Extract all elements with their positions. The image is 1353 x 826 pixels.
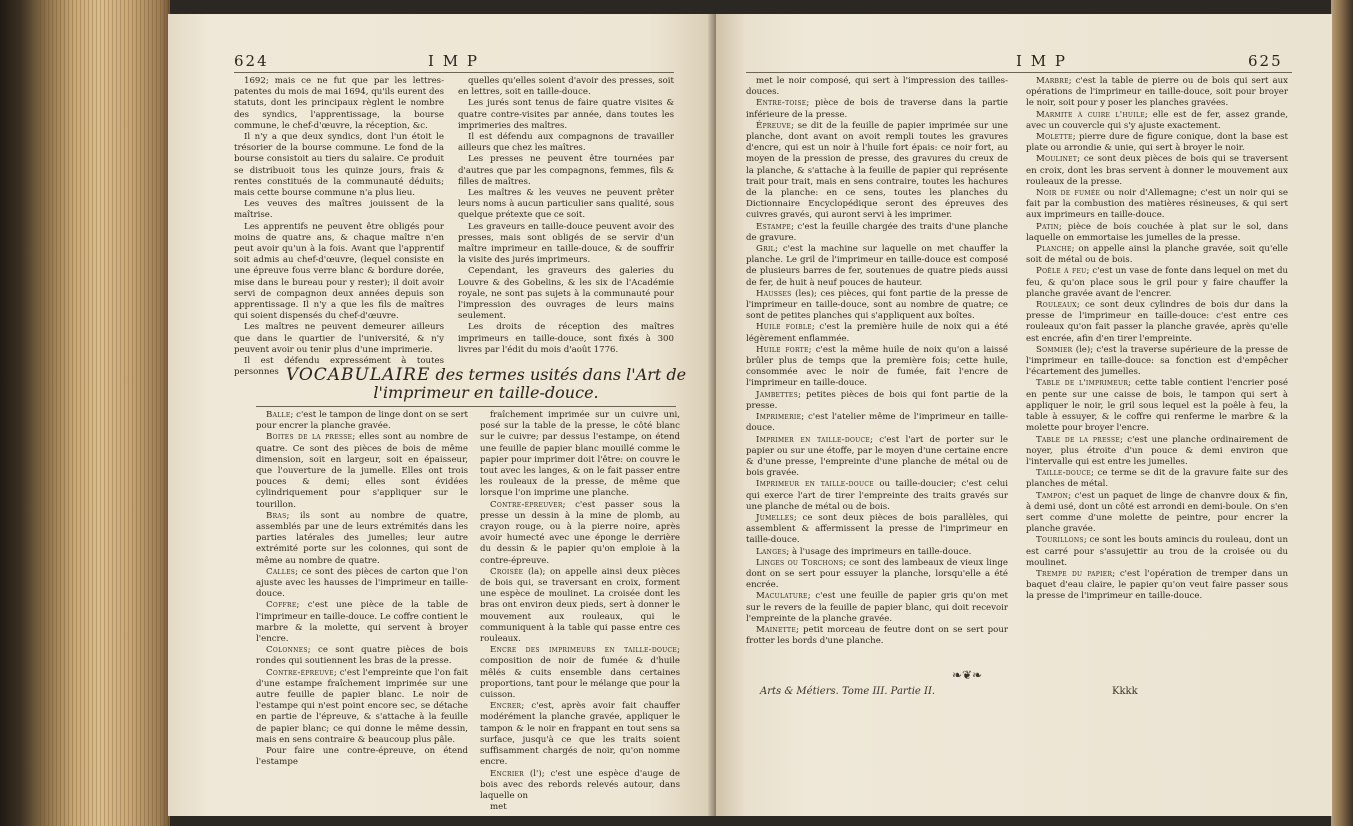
vocabulary-entry bbox=[1026, 435, 1288, 469]
entry-definition: ; ce sont les bouts amincis du rouleau, dont un est carré pour s'assujettir au trou de la croisée ou du moulinet. bbox=[1026, 535, 1288, 568]
entry-definition: ; c'est une pièce de la table de l'imprimeur en taille-douce. Le coffre contient le marbre & la molette, qui servent à broyer l'encre. bbox=[256, 600, 468, 645]
entry-headword: Tampon bbox=[1036, 490, 1069, 501]
entry-headword: Imprimeur en taille-douce bbox=[756, 479, 874, 490]
vocabulary-entry bbox=[746, 322, 1008, 344]
entry-definition: ; ce terme se dit de la gravure faite sur des planches de métal. bbox=[1026, 468, 1288, 490]
entry-definition: ; c'est la même huile de noix qu'on a laissé brûler plus de temps que la première fois; cette huile, consommée avec le noir de fumée, fait l'encre de l'imprimeur en taille-douce. bbox=[746, 344, 1008, 389]
entry-definition: ; elles sont au nombre de quatre. Ce sont des pièces de bois de même dimension, soit en largeur, soit en épaisseur, que l'ouverture de la jumelle. Elles ont trois pouces & demi; elles sont évidées cylindriquement pour s'appliquer sur le tourillon. bbox=[256, 432, 468, 510]
entry-headword: Hausses bbox=[756, 288, 792, 299]
entry-headword: Trempe du papier bbox=[1036, 568, 1113, 579]
paragraph: Il est défendu expressément à toutes personnes bbox=[234, 356, 444, 378]
entry-definition: ; c'est l'opération de tremper dans un baquet d'eau claire, le papier qu'on veut faire passer sous la presse de l'imprimeur en taille-douce. bbox=[1026, 568, 1288, 602]
entry-definition: ; ce sont deux cylindres de bois dur dans la presse de l'imprimeur en taille-douce: c'est entre ces rouleaux qu'on fait passer la planche gravée, après qu'elle est encrée, afin d'en tirer l'empreinte. bbox=[1026, 300, 1288, 344]
right-running-head: I M P bbox=[1016, 52, 1067, 70]
vocabulary-entry bbox=[1026, 188, 1288, 222]
entry-headword: Gril bbox=[756, 244, 775, 255]
vocabulary-entry bbox=[746, 289, 1008, 323]
vocabulary-entry bbox=[480, 701, 680, 768]
entry-definition: ; c'est une planche ordinairement de noyer, plus étroite d'un pouce & demi environ que l'intervalle qui est entre les jumelles. bbox=[1026, 434, 1288, 467]
vocabulary-entry bbox=[746, 625, 1008, 647]
entry-definition: ; c'est l'atelier même de l'imprimeur en taille-douce. bbox=[746, 412, 1008, 434]
entry-headword: Entre-toise bbox=[756, 98, 807, 109]
entry-headword: Imprimerie bbox=[756, 412, 802, 423]
vocabulary-entry bbox=[746, 479, 1008, 513]
entry-definition: ; ils sont au nombre de quatre, assemblés par une de leurs extrémités dans les parties latérales des jumelles; leur autre extrémité porte sur les colonnes, qui sont de même au nombre de quatre. bbox=[256, 510, 468, 566]
vocabulary-entry bbox=[1026, 535, 1288, 569]
vocabulary-entry bbox=[256, 600, 468, 645]
vocabulary-title bbox=[256, 366, 716, 402]
entry-headword: Maculature bbox=[756, 591, 808, 602]
entry-headword: Rouleaux bbox=[1036, 300, 1077, 311]
vocabulary-entry bbox=[746, 98, 1008, 120]
vocabulary-entry bbox=[746, 345, 1008, 390]
vocabulary-entry bbox=[480, 645, 680, 701]
entry-definition: ou noir d'Allemagne; c'est un noir qui se fait par la combustion des matières résineuses, & qui sert aux imprimeurs en taille-douce. bbox=[1026, 188, 1288, 221]
vocabulary-entry bbox=[1026, 378, 1288, 434]
vocabulary-entry bbox=[1026, 110, 1288, 132]
entry-headword: Jumelles bbox=[756, 512, 794, 523]
vocabulary-entry bbox=[256, 668, 468, 746]
entry-headword: Table de la presse bbox=[1036, 434, 1121, 445]
vocabulary-entry bbox=[1026, 132, 1288, 154]
vocabulary-entry bbox=[1026, 468, 1288, 490]
paragraph: Il n'y a que deux syndics, dont l'un étoit le trésorier de la bourse commune. Le fond de la bourse consistoit au tiers du salaire. Ce produit se distribuoit tous les quinze jours, frais & rentes constitués de la communauté déduits; mais cette bourse commune n'a plus lieu. bbox=[234, 132, 444, 199]
entry-headword: Linges ou Torchons bbox=[756, 557, 844, 568]
book-fore-edge bbox=[1331, 0, 1353, 826]
title-subtitle: des termes usités dans l'Art de l'imprimeur en taille-douce. bbox=[373, 365, 687, 402]
paragraph: Cependant, les graveurs des galeries du Louvre & des Gobelins, & les six de l'Académie royale, ne sont pas sujets à la communauté pour l'impression des ouvrages de leurs mains seulement. bbox=[458, 266, 674, 322]
vocabulary-entry bbox=[256, 511, 468, 567]
vocabulary-entry bbox=[746, 76, 1008, 98]
entry-headword: Encrier bbox=[490, 768, 524, 779]
entry-headword: Coffre bbox=[266, 600, 297, 611]
entry-definition: ; c'est la première huile de noix qui a été légèrement enflammée. bbox=[746, 322, 1009, 344]
entry-definition: ; c'est l'art de porter sur le papier ou sur une étoffe, par le moyen d'une certaine encre & d'une presse, l'empreinte d'une planche de métal ou de bois gravée. bbox=[746, 434, 1008, 479]
entry-definition: ; petites pièces de bois qui font partie de la presse. bbox=[746, 389, 1008, 411]
vocabulary-entry bbox=[746, 412, 1008, 434]
entry-headword: Jambettes bbox=[756, 389, 799, 400]
entry-headword: Marbre bbox=[1036, 76, 1069, 86]
paragraph: Les graveurs en taille-douce peuvent avoir des presses, mais sont obligés de se servir d'un maître imprimeur en taille-douce, & de souffrir la visite des jurés imprimeurs. bbox=[458, 221, 674, 266]
vocabulary-entry bbox=[746, 435, 1008, 480]
entry-headword: Langes bbox=[756, 546, 787, 557]
entry-headword: Imprimer en taille-douce bbox=[756, 434, 871, 445]
entry-definition: ; c'est passer sous la presse un dessin à la mine de plomb, au crayon rouge, ou à la pierre noire, après avoir humecté avec une éponge le derrière du dessin & le papier qu'on emploie à la contre-épreuve. bbox=[480, 499, 680, 566]
header-rule-right bbox=[746, 72, 1292, 73]
column-d bbox=[480, 410, 680, 813]
entry-headword: Contre-épreuver bbox=[490, 499, 563, 510]
vocabulary-entry bbox=[746, 547, 1008, 558]
entry-definition: (le); c'est la traverse supérieure de la presse de l'imprimeur en taille-douce: sa fonction est d'empêcher l'écartement des jumelles. bbox=[1026, 344, 1288, 378]
entry-definition: ; cette table contient l'encrier posé en pente sur une caisse de bois, le tampon qui sert à appliquer le noir, le gril sous lequel est la poêle à feu, la table à essuyer, & le coffre qui renferme le marbre & la molette pour broyer l'encre. bbox=[1026, 378, 1289, 434]
entry-definition: ; elle est de fer, assez grande, avec un couvercle qui s'y ajuste exactement. bbox=[1026, 109, 1288, 131]
entry-definition: ; c'est, après avoir fait chauffer modérément la planche gravée, appliquer le tampon & le noir en frappant en tout sens sa surface, jusqu'à ce que les traits soient suffisamment chargés de noir, qu'on nomme encre. bbox=[480, 701, 680, 768]
entry-headword: Huile forte bbox=[756, 344, 809, 355]
entry-headword: Tourillons bbox=[1036, 535, 1084, 546]
vocabulary-entry bbox=[746, 558, 1008, 592]
entry-definition: (la); on appelle ainsi deux pièces de bois qui, se traversant en croix, forment une espèce de moulinet. La croisée dont les bras ont environ deux pieds, sert à donner le mouvement aux rouleaux, qui le communiquent à la table qui passe entre ces rouleaux. bbox=[480, 566, 680, 645]
vocabulary-entry bbox=[256, 746, 468, 768]
vocabulary-entry bbox=[480, 410, 680, 500]
paragraph: Les presses ne peuvent être tournées par d'autres que par les compagnons, femmes, fils & filles de maîtres. bbox=[458, 154, 674, 187]
entry-headword: Colonnes bbox=[266, 645, 308, 656]
signature-mark: Kkkk bbox=[1112, 686, 1138, 697]
ornament-icon: ❧❦❧ bbox=[952, 668, 983, 682]
entry-headword: Estampe bbox=[756, 221, 792, 232]
vocabulary-entry bbox=[480, 500, 680, 567]
paragraph: Les apprentifs ne peuvent être obligés pour moins de quatre ans, & chaque maître n'en peut avoir qu'un à la fois. Avant que l'apprentif soit admis au chef-d'œuvre, (lequel consiste en une épreuve fous verre blanc & bordure dorée, mise dans le bureau pour y rester); il doit avoir servi de compagnon deux années depuis son apprentissage. Il n'y a que les fils de maîtres qui soient dispensés du chef-d'œuvre. bbox=[234, 221, 444, 322]
vocabulary-entry bbox=[746, 591, 1008, 625]
entry-headword: Bras bbox=[266, 510, 287, 521]
column-a bbox=[234, 76, 444, 378]
vocabulary-entry bbox=[480, 769, 680, 803]
vocabulary-entry bbox=[256, 410, 468, 432]
paragraph: 1692; mais ce ne fut que par les lettres-patentes du mois de mai 1694, qu'ils eurent des statuts, dont les principaux règlent le nombre des syndics, l'apprentissage, la bourse commune, le chef-d'œuvre, la réception, &c. bbox=[234, 76, 444, 131]
column-b bbox=[458, 76, 674, 356]
right-page bbox=[716, 14, 1332, 816]
vocabulary-entry bbox=[480, 567, 680, 645]
entry-definition: ; petit morceau de feutre dont on se sert pour frotter les bords d'une planche. bbox=[746, 624, 1008, 647]
entry-definition: ; c'est le tampon de linge dont on se sert pour encrer la planche gravée. bbox=[256, 410, 469, 432]
entry-definition: ; à l'usage des imprimeurs en taille-douce. bbox=[786, 546, 972, 557]
entry-definition: ; pierre dure de figure conique, dont la base est plate ou arrondie & unie, qui sert à broyer le noir. bbox=[1026, 132, 1288, 154]
entry-headword: Noir de fumée bbox=[1036, 188, 1101, 199]
vocabulary-entry bbox=[1026, 154, 1288, 188]
entry-definition: ; ce sont des pièces de carton que l'on ajuste avec les hausses de l'imprimeur en taille-douce. bbox=[256, 566, 468, 600]
entry-definition: ; ce sont quatre pièces de bois rondes qui soutiennent les bras de la presse. bbox=[256, 645, 468, 667]
entry-headword: Molette bbox=[1036, 132, 1073, 143]
entry-headword: Planche bbox=[1036, 244, 1072, 255]
vocabulary-entry bbox=[480, 802, 680, 813]
entry-headword: Moulinet bbox=[1036, 154, 1078, 165]
title-rule bbox=[256, 406, 676, 407]
paragraph: Les veuves des maîtres jouissent de la maîtrise. bbox=[234, 199, 444, 221]
paragraph: Les maîtres & les veuves ne peuvent prêter leurs noms à aucun particulier sans qualité, sous quelque prétexte que ce soit. bbox=[458, 188, 674, 221]
entry-headword: Épreuve bbox=[756, 120, 792, 131]
entry-definition: ; ce sont deux pièces de bois qui se traversent en croix, dont les bras servent à donner le mouvement aux rouleaux de la presse. bbox=[1026, 154, 1288, 187]
vocabulary-entry bbox=[256, 432, 468, 510]
entry-headword: Boites de la presse bbox=[266, 432, 353, 443]
vocabulary-entry bbox=[746, 121, 1008, 222]
left-page-number: 624 bbox=[234, 52, 269, 70]
entry-definition: ; pièce de bois couchée à plat sur le sol, dans laquelle on emmortaise les jumelles de la presse. bbox=[1026, 221, 1288, 243]
entry-headword: Croisée bbox=[490, 566, 524, 577]
entry-headword: Sommier bbox=[1036, 344, 1073, 355]
vocabulary-entry bbox=[1026, 345, 1288, 379]
entry-headword: Patin bbox=[1036, 221, 1059, 232]
entry-definition: ; c'est la machine sur laquelle on met chauffer la planche. Le gril de l'imprimeur en taille-douce est composé de plusieurs barres de fer, soutenues de quatre pieds aussi de fer, de huit à neuf pouces de hauteur. bbox=[746, 244, 1008, 288]
paragraph: quelles qu'elles soient d'avoir des presses, soit en lettres, soit en taille-douce. bbox=[458, 76, 674, 98]
vocabulary-entry bbox=[746, 244, 1008, 289]
column-f bbox=[1026, 76, 1288, 603]
left-page bbox=[168, 14, 716, 816]
entry-headword: Marmite à cuire l'huile bbox=[1036, 109, 1145, 120]
entry-definition: Pour faire une contre-épreuve, on étend l'estampe bbox=[256, 746, 468, 768]
footer-imprint: Arts & Métiers. Tome III. Partie II. bbox=[760, 686, 936, 697]
entry-headword: Encrer bbox=[490, 701, 522, 712]
right-page-number: 625 bbox=[1248, 52, 1283, 70]
entry-definition: ; c'est l'empreinte que l'on fait d'une estampe fraîchement imprimée sur une autre feuille de papier blanc. Le noir de l'estampe qui n'est point encore sec, se détache en partie de l'épreuve, & s'attache à la feuille de papier blanc; ce qui donne le même dessin, mais en sens contraire & beaucoup plus pâle. bbox=[256, 667, 468, 745]
entry-definition: (l'); c'est une espèce d'auge de bois avec des rebords relevés autour, dans laquelle on bbox=[480, 768, 680, 801]
vocabulary-entry bbox=[1026, 76, 1288, 110]
entry-definition: ; c'est une feuille de papier gris qu'on met sur le revers de la feuille de papier blanc, qui doit recevoir l'empreinte de la planche gravée. bbox=[746, 591, 1008, 624]
entry-definition: (les); ces pièces, qui font partie de la presse de l'imprimeur en taille-douce, sont au nombre de quatre; ce sont de petites planches qui s'appliquent aux boîtes. bbox=[746, 288, 1008, 322]
entry-definition: ; on appelle ainsi la planche gravée, soit qu'elle soit de métal ou de bois. bbox=[1026, 244, 1288, 266]
entry-headword: Contre-épreuve bbox=[266, 667, 334, 678]
paragraph: Les jurés sont tenus de faire quatre visites & quatre contre-visites par année, dans toutes les imprimeries des maîtres. bbox=[458, 98, 674, 131]
vocabulary-entry bbox=[1026, 491, 1288, 536]
column-c bbox=[256, 410, 468, 769]
entry-definition: fraîchement imprimée sur un cuivre uni, posé sur la table de la presse, le côté blanc sur le cuivre; par dessus l'estampe, on étend une feuille de papier blanc mouillé comme le papier pour imprimer doit l'être: on couvre le tout avec les langes, & on le fait passer entre les rouleaux de la presse, de même que lorsque l'on imprime une planche. bbox=[480, 410, 680, 499]
paragraph: Il est défendu aux compagnons de travailler ailleurs que chez les maîtres. bbox=[458, 132, 674, 154]
entry-headword: Table de l'imprimeur bbox=[1036, 378, 1129, 389]
vocabulary-entry bbox=[746, 513, 1008, 547]
entry-definition: ; ce sont deux pièces de bois parallèles, qui assemblent & affermissent la presse de l'imprimeur en taille-douce. bbox=[746, 512, 1008, 546]
entry-headword: Huile foible bbox=[756, 322, 812, 333]
entry-definition: ; pièce de bois de traverse dans la partie inférieure de la presse. bbox=[746, 98, 1008, 120]
entry-definition: ; c'est un paquet de linge de chanvre doux & fin, à demi usé, dont un côté est arrondi en demi-boule. On s'en sert comme d'une molette de peintre, pour encrer la planche gravée. bbox=[1026, 490, 1288, 535]
entry-definition: met bbox=[490, 802, 507, 813]
entry-definition: ; c'est la table de pierre ou de bois qui sert aux opérations de l'imprimeur en taille-douce, soit pour broyer le noir, soit pour y poser les planches gravées. bbox=[1026, 76, 1288, 109]
title-word: VOCABULAIRE bbox=[285, 365, 431, 385]
header-rule bbox=[234, 72, 674, 73]
vocabulary-entry bbox=[1026, 222, 1288, 244]
vocabulary-entry bbox=[746, 222, 1008, 244]
paragraph: Les droits de réception des maîtres imprimeurs en taille-douce, sont fixés à 300 livres par l'édit du mois d'août 1776. bbox=[458, 322, 674, 355]
vocabulary-entry bbox=[256, 567, 468, 601]
vocabulary-entry bbox=[256, 645, 468, 667]
entry-headword: Poêle à feu bbox=[1036, 266, 1087, 277]
entry-definition: ou taille-doucier; c'est celui qui exerce l'art de tirer l'empreinte des traits gravés sur une planche de métal ou de bois. bbox=[746, 479, 1008, 512]
entry-definition: met le noir composé, qui sert à l'impression des tailles-douces. bbox=[746, 76, 1008, 98]
left-running-head: I M P bbox=[428, 52, 479, 70]
entry-definition: ; se dit de la feuille de papier imprimée sur une planche, dont avant on avoit rempli toutes les gravures d'encre, qui est un noir à l'huile fort épais: ce noir fort, au moyen de la pression de presse, des gravures du creux de la planche, & s'attache à la feuille de papier qui représente trait pour trait, mais en sens contraire, toutes les hachures de la planche: en ce sens, toutes les planches du Dictionnaire Encyclopédique seront des épreuves des cuivres gravés, qui auront servi à les imprimer. bbox=[746, 120, 1008, 221]
entry-headword: Balle bbox=[266, 410, 291, 420]
paragraph: Les maîtres ne peuvent demeurer ailleurs que dans le quartier de l'université, & n'y peuvent avoir ou tenir plus d'une imprimerie. bbox=[234, 322, 444, 355]
entry-headword: Encre des imprimeurs en taille-douce bbox=[490, 645, 678, 656]
entry-definition: ; c'est la feuille chargée des traits d'une planche de gravure. bbox=[746, 221, 1008, 243]
entry-definition: ; c'est un vase de fonte dans lequel on met du feu, & qu'on place sous le gril pour y faire chauffer la planche gravée avant de l'encrer. bbox=[1026, 266, 1288, 299]
vocabulary-entry bbox=[1026, 244, 1288, 266]
entry-headword: Calles bbox=[266, 566, 296, 577]
column-e bbox=[746, 76, 1008, 647]
entry-definition: ; composition de noir de fumée & d'huile mêlés & cuits ensemble dans certaines proportions, tant pour le mélange que pour la cuisson. bbox=[480, 645, 680, 701]
entry-headword: Mainette bbox=[756, 624, 797, 635]
entry-definition: ; ce sont des lambeaux de vieux linge dont on se sert pour essuyer la planche, lorsqu'elle a été encrée. bbox=[746, 557, 1008, 591]
book-spine-edge bbox=[0, 0, 170, 826]
vocabulary-entry bbox=[1026, 300, 1288, 345]
entry-headword: Taille-douce bbox=[1036, 468, 1092, 479]
vocabulary-entry bbox=[1026, 569, 1288, 603]
vocabulary-entry bbox=[1026, 266, 1288, 300]
vocabulary-entry bbox=[746, 390, 1008, 412]
